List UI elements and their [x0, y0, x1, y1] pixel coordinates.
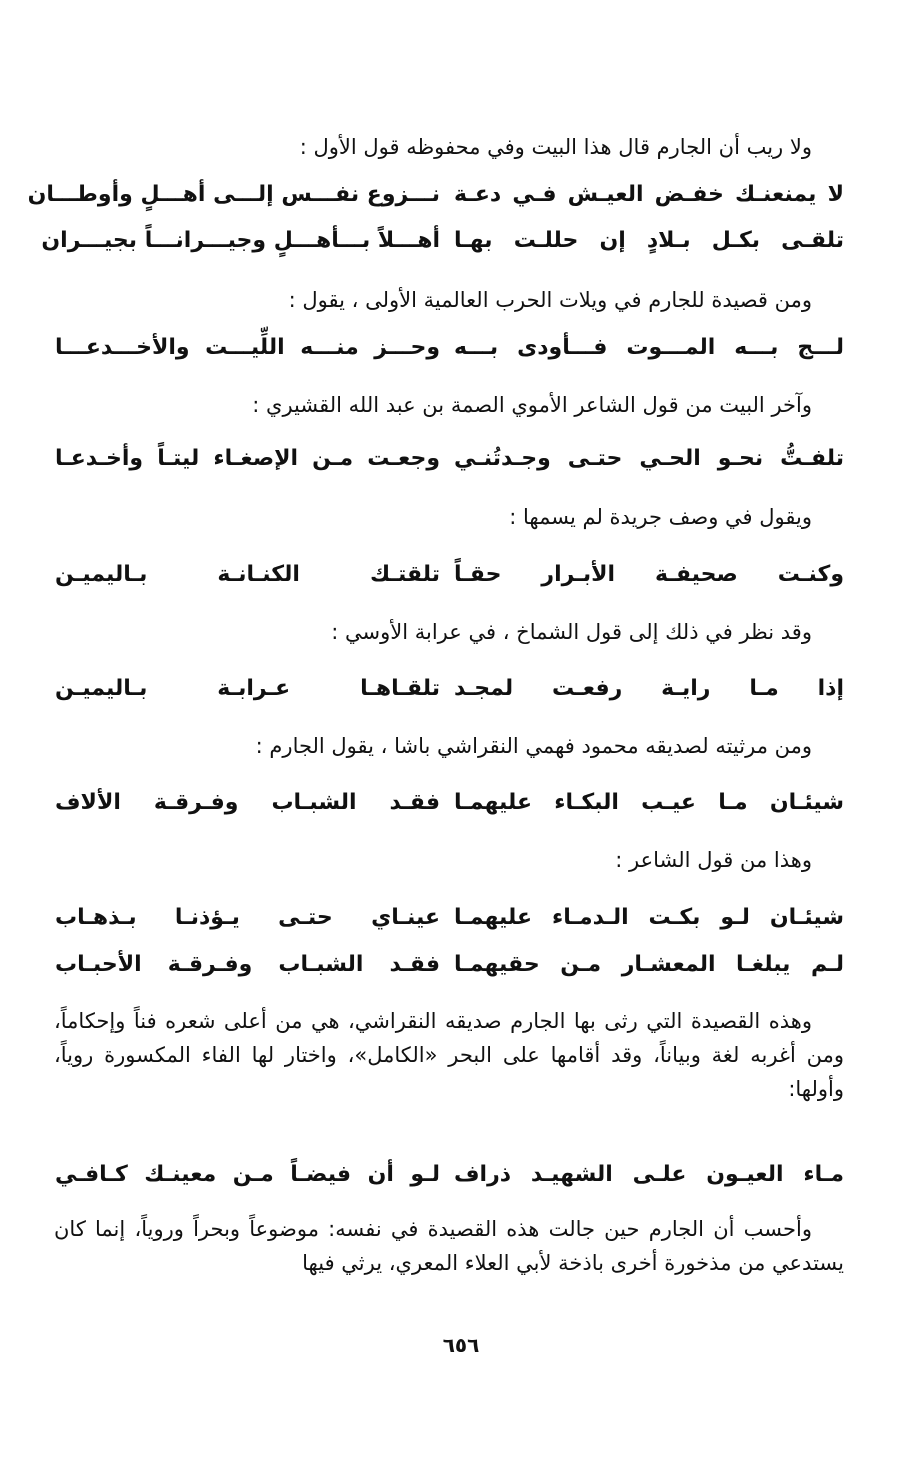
verse-hemistich-first: لا يمنعنـك خفـض العيـش فـي دعـة	[454, 182, 844, 207]
paragraph	[54, 1004, 844, 1108]
verse-hemistich-first: تلفـتُّ نحـو الحـي حتـى وجـدتُنـي	[454, 446, 844, 471]
verse-hemistich-second: أهـــلاً بـــأهـــلٍ وجيـــرانـــاً بجيـــران	[41, 228, 440, 253]
text-line: ويقول في وصف جريدة لم يسمها :	[509, 505, 812, 529]
verse-hemistich-first: لـــج بـــه المـــوت فـــأودى بـــه	[454, 335, 844, 360]
verse-hemistich-first: لـم يبلغـا المعشـار مـن حقيهمـا	[454, 952, 844, 977]
verse-hemistich-second: وجعـت مـن الإصغـاء ليتـاً وأخـدعـا	[55, 446, 440, 471]
verse-hemistich-first: وكنـت صحيفـة الأبـرار حقـاً	[454, 562, 844, 587]
verse-hemistich-second: تلقـاهـا عـرابـة بـاليميـن	[55, 676, 440, 701]
page-number: ٦٥٦	[442, 1333, 480, 1357]
text-line: وقد نظر في ذلك إلى قول الشماخ ، في عرابة الأوسي :	[331, 620, 812, 644]
verse-hemistich-second: فقـد الشبـاب وفـرقـة الأحبـاب	[55, 952, 440, 977]
verse-hemistich-second: نـــزوع نفـــس إلـــى أهـــلٍ وأوطـــان	[27, 182, 440, 207]
verse-hemistich-second: فقـد الشبـاب وفـرقـة الألاف	[55, 790, 440, 815]
verse-hemistich-first: شيئـان مـا عيـب البكـاء عليهمـا	[454, 790, 844, 815]
paragraph-text: وهذه القصيدة التي رثى بها الجارم صديقه النقراشي، هي من أعلى شعره فناً وإحكاماً، ومن أغربه لغة وبياناً، وقد أقامها على البحر «الكامل»، واختار لها الفاء المكسورة روياً، وأولها:	[54, 1009, 844, 1101]
paragraph-text: وأحسب أن الجارم حين جالت هذه القصيدة في نفسه: موضوعاً وبحراً وروياً، إنما كان يستدعي من مذخورة أخرى باذخة لأبي العلاء المعري، يرثي فيها	[54, 1217, 844, 1275]
paragraph	[54, 1212, 844, 1282]
verse-hemistich-second: عينـاي حتـى يـؤذنـا بـذهـاب	[55, 905, 440, 930]
text-line: ولا ريب أن الجارم قال هذا البيت وفي محفوظه قول الأول :	[299, 135, 812, 159]
verse-hemistich-second: لـو أن فيضـاً مـن معينـك كـافـي	[55, 1162, 440, 1187]
verse-hemistich-second: تلقتـك الكنـانـة بـاليميـن	[55, 562, 440, 587]
verse-hemistich-first: مـاء العيـون علـى الشهيـد ذراف	[454, 1162, 844, 1187]
text-line: ومن مرثيته لصديقه محمود فهمي النقراشي باشا ، يقول الجارم :	[255, 734, 812, 758]
text-line: ومن قصيدة للجارم في ويلات الحرب العالمية الأولى ، يقول :	[288, 288, 812, 312]
verse-hemistich-first: إذا مـا رايـة رفعـت لمجـد	[454, 676, 844, 701]
text-line: وهذا من قول الشاعر :	[615, 848, 812, 872]
verse-hemistich-first: تلقـى بكـل بـلادٍ إن حللـت بهـا	[454, 228, 844, 253]
verse-hemistich-second: وحـــز منـــه اللِّيـــت والأخـــدعـــا	[55, 335, 440, 360]
verse-hemistich-first: شيئـان لـو بكـت الـدمـاء عليهمـا	[454, 905, 844, 930]
text-line: وآخر البيت من قول الشاعر الأموي الصمة بن عبد الله القشيري :	[252, 393, 812, 417]
